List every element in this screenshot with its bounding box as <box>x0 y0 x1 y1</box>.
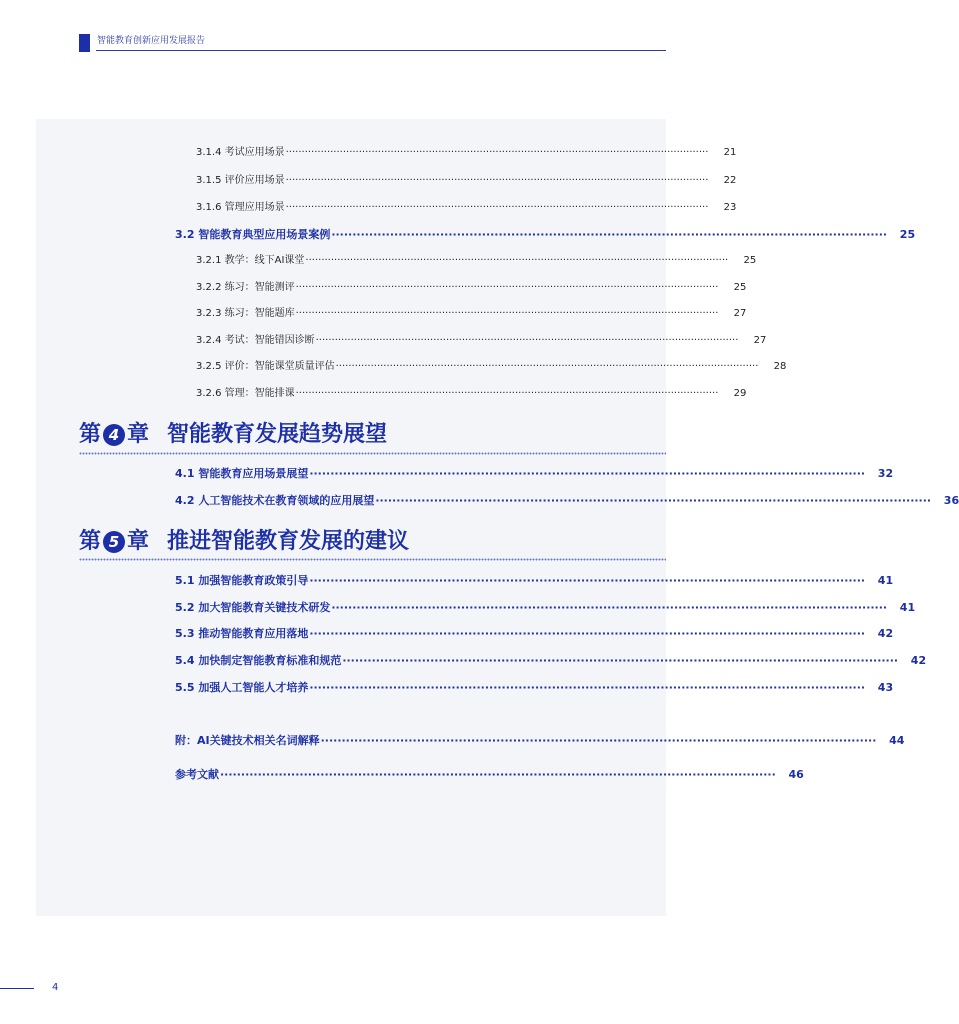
chapter-title: 智能教育发展趋势展望 <box>167 422 388 447</box>
toc-leader: ····································································································································· <box>295 308 719 319</box>
toc-entry-4-2[interactable] <box>175 493 959 508</box>
toc-leader: ····································································································································· <box>309 467 866 480</box>
toc-label: 3.1.4 考试应用场景 <box>196 147 285 158</box>
toc-leader: ····································································································································· <box>309 681 866 694</box>
toc-entry-3-2-5[interactable] <box>196 360 787 374</box>
toc-page: 23 <box>723 202 737 213</box>
toc-label: 3.2.4 考试：智能错因诊断 <box>196 335 315 346</box>
toc-label: 3.2.1 教学：线下AI课堂 <box>196 255 305 266</box>
header-rule <box>96 50 666 51</box>
toc-entry-appendix[interactable] <box>175 733 905 748</box>
toc-page: 42 <box>877 627 894 640</box>
report-title: 智能教育创新应用发展报告 <box>97 36 206 46</box>
toc-leader: ····································································································································· <box>285 147 709 158</box>
chapter-5-dotted-rule <box>79 558 666 561</box>
chapter-5-heading[interactable] <box>79 529 409 555</box>
chapter-4-heading[interactable] <box>79 422 387 448</box>
toc-page: 25 <box>743 255 757 266</box>
toc-label: 4.1 智能教育应用场景展望 <box>175 467 309 480</box>
toc-label: 3.2.6 管理：智能排课 <box>196 388 295 399</box>
toc-entry-3-2-4[interactable] <box>196 334 767 348</box>
toc-page: 29 <box>733 388 747 399</box>
chapter-suffix: 章 <box>127 422 150 447</box>
header-marker <box>79 34 90 52</box>
toc-entry-3-2-6[interactable] <box>196 387 747 401</box>
toc-label: 3.2.2 练习：智能测评 <box>196 282 295 293</box>
toc-label: 5.5 加强人工智能人才培养 <box>175 681 309 694</box>
toc-leader: ····································································································································· <box>305 255 729 266</box>
chapter-title: 推进智能教育发展的建议 <box>167 529 410 554</box>
toc-page: 46 <box>788 768 804 781</box>
toc-leader: ····································································································································· <box>220 768 776 781</box>
toc-leader: ····································································································································· <box>375 494 932 507</box>
toc-leader: ····································································································································· <box>342 654 899 667</box>
toc-entry-5-5[interactable] <box>175 680 894 695</box>
footer-rule <box>0 988 34 989</box>
chapter-prefix: 第 <box>79 529 102 554</box>
toc-entry-3-2-2[interactable] <box>196 281 747 295</box>
toc-page: 32 <box>877 467 894 480</box>
toc-entry-5-1[interactable] <box>175 573 894 588</box>
toc-label: 3.2.5 评价：智能课堂质量评估 <box>196 361 335 372</box>
chapter-number-badge: 5 <box>103 531 125 553</box>
toc-leader: ····································································································································· <box>285 202 709 213</box>
toc-label: 5.3 推动智能教育应用落地 <box>175 627 309 640</box>
page-number: 4 <box>52 982 59 993</box>
toc-page: 25 <box>733 282 747 293</box>
toc-entry-references[interactable] <box>175 767 804 782</box>
toc-entry-3-2[interactable] <box>175 227 916 242</box>
toc-page: 36 <box>943 494 959 507</box>
toc-label: 参考文献 <box>175 768 219 781</box>
chapter-number-badge: 4 <box>103 424 125 446</box>
toc-label: 4.2 人工智能技术在教育领域的应用展望 <box>175 494 375 507</box>
toc-leader: ····································································································································· <box>295 282 719 293</box>
toc-entry-5-4[interactable] <box>175 653 927 668</box>
toc-entry-3-2-1[interactable] <box>196 254 757 268</box>
toc-page: 41 <box>877 574 894 587</box>
toc-entry-3-1-6[interactable] <box>196 201 737 215</box>
toc-label: 3.1.5 评价应用场景 <box>196 175 285 186</box>
toc-page: 27 <box>753 335 767 346</box>
toc-page: 44 <box>889 734 905 747</box>
chapter-suffix: 章 <box>127 529 150 554</box>
toc-entry-3-2-3[interactable] <box>196 307 747 321</box>
toc-page: 21 <box>723 147 737 158</box>
toc-leader: ····································································································································· <box>331 601 888 614</box>
toc-label: 附：AI关键技术相关名词解释 <box>175 734 320 747</box>
toc-entry-4-1[interactable] <box>175 466 894 481</box>
toc-entry-5-2[interactable] <box>175 600 916 615</box>
toc-leader: ····································································································································· <box>315 335 739 346</box>
toc-label: 3.2.3 练习：智能题库 <box>196 308 295 319</box>
chapter-4-dotted-rule <box>79 452 666 455</box>
toc-label: 5.4 加快制定智能教育标准和规范 <box>175 654 342 667</box>
toc-page: 42 <box>910 654 927 667</box>
toc-label: 3.1.6 管理应用场景 <box>196 202 285 213</box>
toc-entry-3-1-5[interactable] <box>196 174 737 188</box>
toc-page: 25 <box>899 228 916 241</box>
toc-leader: ····································································································································· <box>285 175 709 186</box>
toc-label: 5.2 加大智能教育关键技术研发 <box>175 601 331 614</box>
toc-leader: ····································································································································· <box>309 627 866 640</box>
toc-page: 22 <box>723 175 737 186</box>
toc-label: 5.1 加强智能教育政策引导 <box>175 574 309 587</box>
toc-leader: ····································································································································· <box>309 574 866 587</box>
toc-entry-3-1-4[interactable] <box>196 146 737 160</box>
toc-page: 43 <box>877 681 894 694</box>
toc-leader: ····································································································································· <box>335 361 759 372</box>
toc-leader: ····································································································································· <box>295 388 719 399</box>
toc-page: 41 <box>899 601 916 614</box>
chapter-prefix: 第 <box>79 422 102 447</box>
toc-leader: ····································································································································· <box>320 734 877 747</box>
toc-label: 3.2 智能教育典型应用场景案例 <box>175 228 331 241</box>
toc-page: 27 <box>733 308 747 319</box>
toc-leader: ····································································································································· <box>331 228 888 241</box>
toc-page: 28 <box>773 361 787 372</box>
toc-entry-5-3[interactable] <box>175 626 894 641</box>
